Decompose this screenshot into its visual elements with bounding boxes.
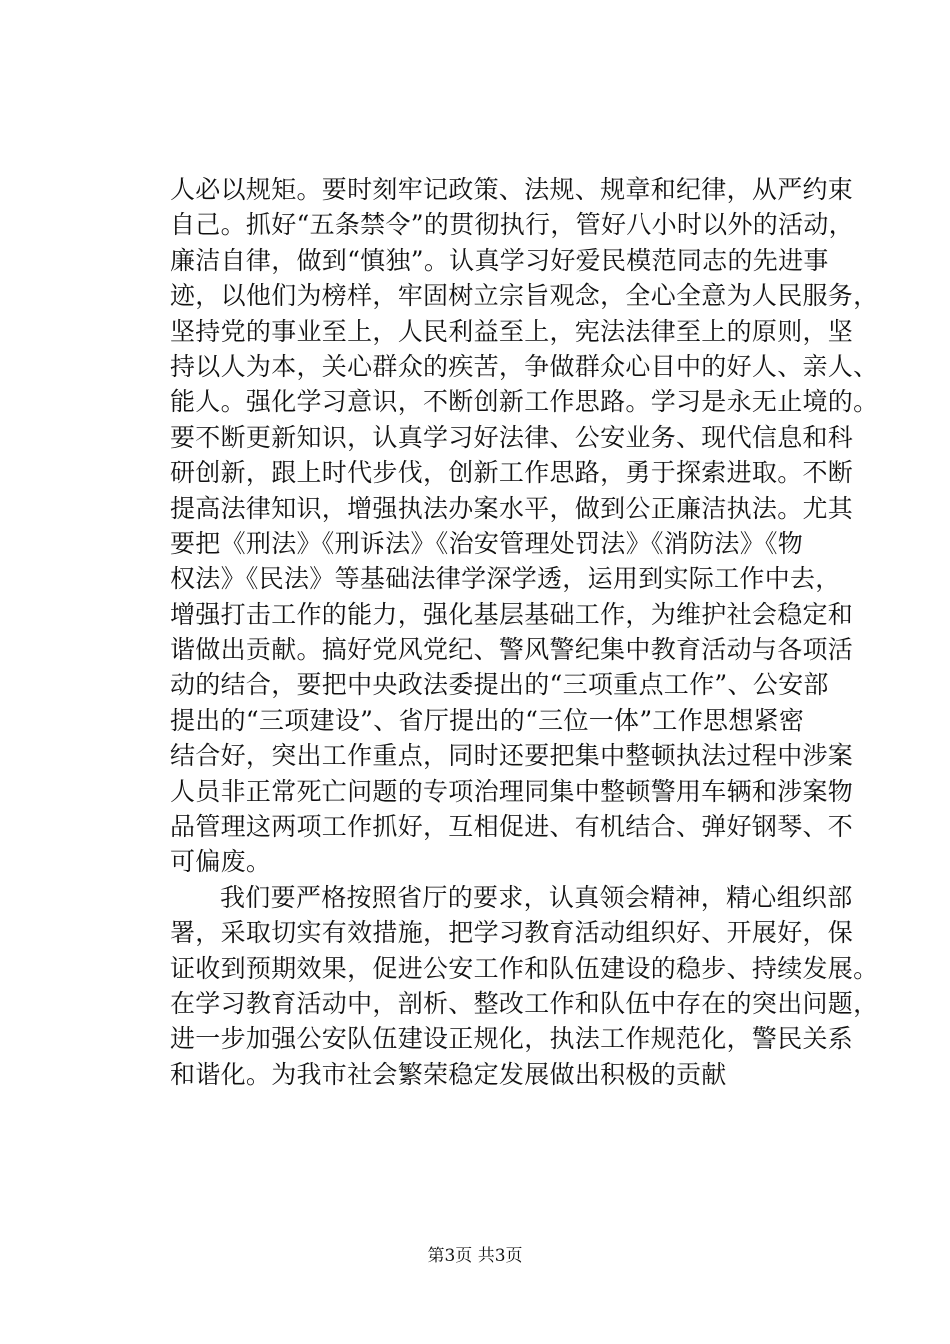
text-line: 提出的“三项建设”、省厅提出的“三位一体”工作思想紧密 — [170, 705, 805, 735]
text-line: 署，采取切实有效措施，把学习教育活动组织好、开展好，保 — [170, 918, 854, 948]
text-line: 权法》《民法》等基础法律学深学透，运用到实际工作中去， — [170, 564, 841, 594]
text-line: 廉洁自律，做到“慎独”。认真学习好爱民模范同志的先进事 — [170, 245, 829, 275]
text-line: 可偏废。 — [170, 847, 272, 877]
paragraph-start-line: 我们要严格按照省厅的要求，认真领会精神，精心组织部 — [220, 882, 853, 912]
text-line: 证收到预期效果，促进公安工作和队伍建设的稳步、持续发展。 — [170, 953, 879, 983]
text-line: 谐做出贡献。搞好党风党纪、警风警纪集中教育活动与各项活 — [170, 635, 854, 665]
text-line: 和谐化。为我市社会繁荣稳定发展做出积极的贡献 — [170, 1059, 727, 1089]
text-line: 人员非正常死亡问题的专项治理同集中整顿警用车辆和涉案物 — [170, 776, 854, 806]
text-line: 要把《刑法》《刑诉法》《治安管理处罚法》《消防法》《物 — [170, 528, 804, 558]
text-line: 要不断更新知识，认真学习好法律、公安业务、现代信息和科 — [170, 422, 854, 452]
text-line: 品管理这两项工作抓好，互相促进、有机结合、弹好钢琴、不 — [170, 812, 854, 842]
text-line: 持以人为本，关心群众的疾苦，争做群众心目中的好人、亲人、 — [170, 351, 879, 381]
text-line: 坚持党的事业至上，人民利益至上，宪法法律至上的原则，坚 — [170, 316, 854, 346]
text-line: 能人。强化学习意识，不断创新工作思路。学习是永无止境的。 — [170, 387, 879, 417]
text-line: 研创新，跟上时代步伐，创新工作思路，勇于探索进取。不断 — [170, 458, 854, 488]
text-line: 增强打击工作的能力，强化基层基础工作，为维护社会稳定和 — [170, 599, 854, 629]
text-line: 在学习教育活动中，剖析、整改工作和队伍中存在的突出问题， — [170, 988, 879, 1018]
text-line: 进一步加强公安队伍建设正规化，执法工作规范化，警民关系 — [170, 1024, 854, 1054]
text-line: 人必以规矩。要时刻牢记政策、法规、规章和纪律，从严约束 — [170, 175, 854, 204]
body-text — [170, 172, 879, 1092]
text-line: 迹，以他们为榜样，牢固树立宗旨观念，全心全意为人民服务， — [170, 281, 879, 311]
text-line: 提高法律知识，增强执法办案水平，做到公正廉洁执法。尤其 — [170, 493, 854, 523]
page-footer: 第3页 共3页 — [427, 1246, 523, 1266]
text-line: 自己。抓好“五条禁令”的贯彻执行，管好八小时以外的活动， — [170, 210, 854, 240]
text-line: 结合好，突出工作重点，同时还要把集中整顿执法过程中涉案 — [170, 741, 854, 771]
text-line: 动的结合，要把中央政法委提出的“三项重点工作”、公安部 — [170, 670, 829, 700]
